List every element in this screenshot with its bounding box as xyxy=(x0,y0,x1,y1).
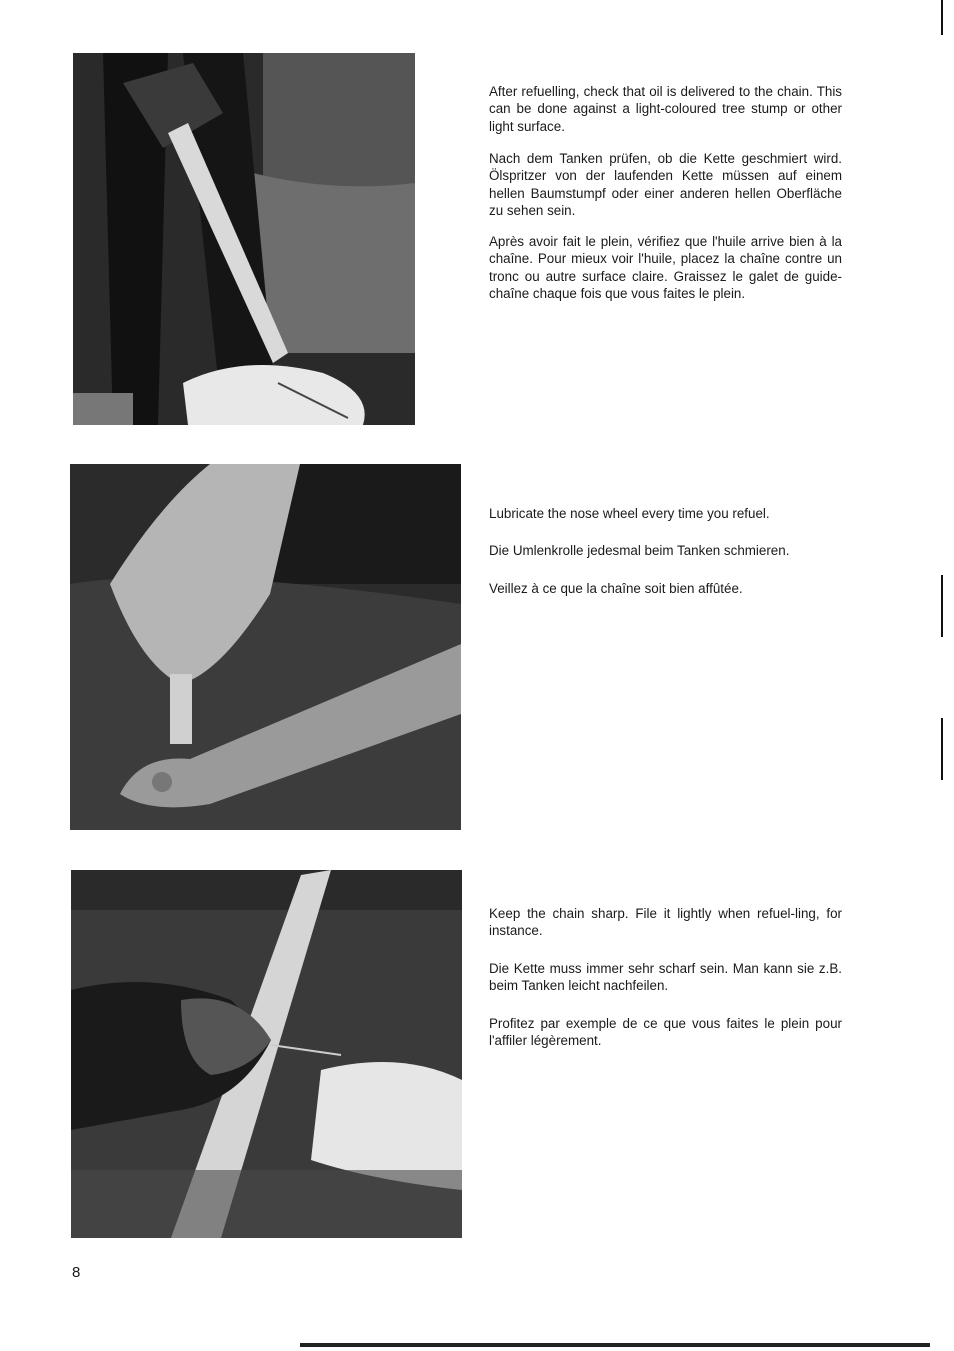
paragraph-nose-wheel-de: Die Umlenkrolle jedesmal beim Tanken schmieren. xyxy=(489,543,790,558)
photo-chain-filing-image xyxy=(71,870,462,1238)
paragraph-chain-filing-de: Die Kette muss immer sehr scharf sein. Man kann sie z.B. beim Tanken leicht nachfeilen. xyxy=(489,961,842,994)
photo-chain-filing xyxy=(71,870,462,1238)
paragraph-nose-wheel-en: Lubricate the nose wheel every time you refuel. xyxy=(489,506,770,521)
paragraph-oil-check-fr: Après avoir fait le plein, vérifiez que l'huile arrive bien à la chaîne. Pour mieux voir l'huile, placez la chaîne contre un tronc ou autre surface claire. Graissez le galet de guide-chaîne chaque fois que vous faites le plein. xyxy=(489,234,842,302)
paragraph-chain-filing-fr: Profitez par exemple de ce que vous faites le plein pour l'affiler légèrement. xyxy=(489,1016,842,1049)
bottom-scan-rule xyxy=(300,1343,930,1347)
page-number: 8 xyxy=(72,1264,81,1281)
edge-mark xyxy=(941,718,943,780)
photo-nose-wheel-image xyxy=(70,464,461,830)
edge-mark xyxy=(941,0,943,35)
photo-nose-wheel-lubrication xyxy=(70,464,461,830)
paragraph-oil-check-de: Nach dem Tanken prüfen, ob die Kette geschmiert wird. Ölspritzer von der laufenden Kette müssen auf einem hellen Baumstumpf oder einer anderen hellen Oberfläche zu sehen sein. xyxy=(489,151,842,219)
photo-oil-check-image xyxy=(73,53,415,425)
paragraph-chain-filing-en: Keep the chain sharp. File it lightly when refuel-ling, for instance. xyxy=(489,906,842,939)
photo-oil-check xyxy=(73,53,415,425)
edge-mark xyxy=(941,575,943,637)
paragraph-oil-check-en: After refuelling, check that oil is delivered to the chain. This can be done against a light-coloured tree stump or other light surface. xyxy=(489,84,842,134)
paragraph-nose-wheel-fr: Veillez à ce que la chaîne soit bien affûtée. xyxy=(489,581,743,596)
